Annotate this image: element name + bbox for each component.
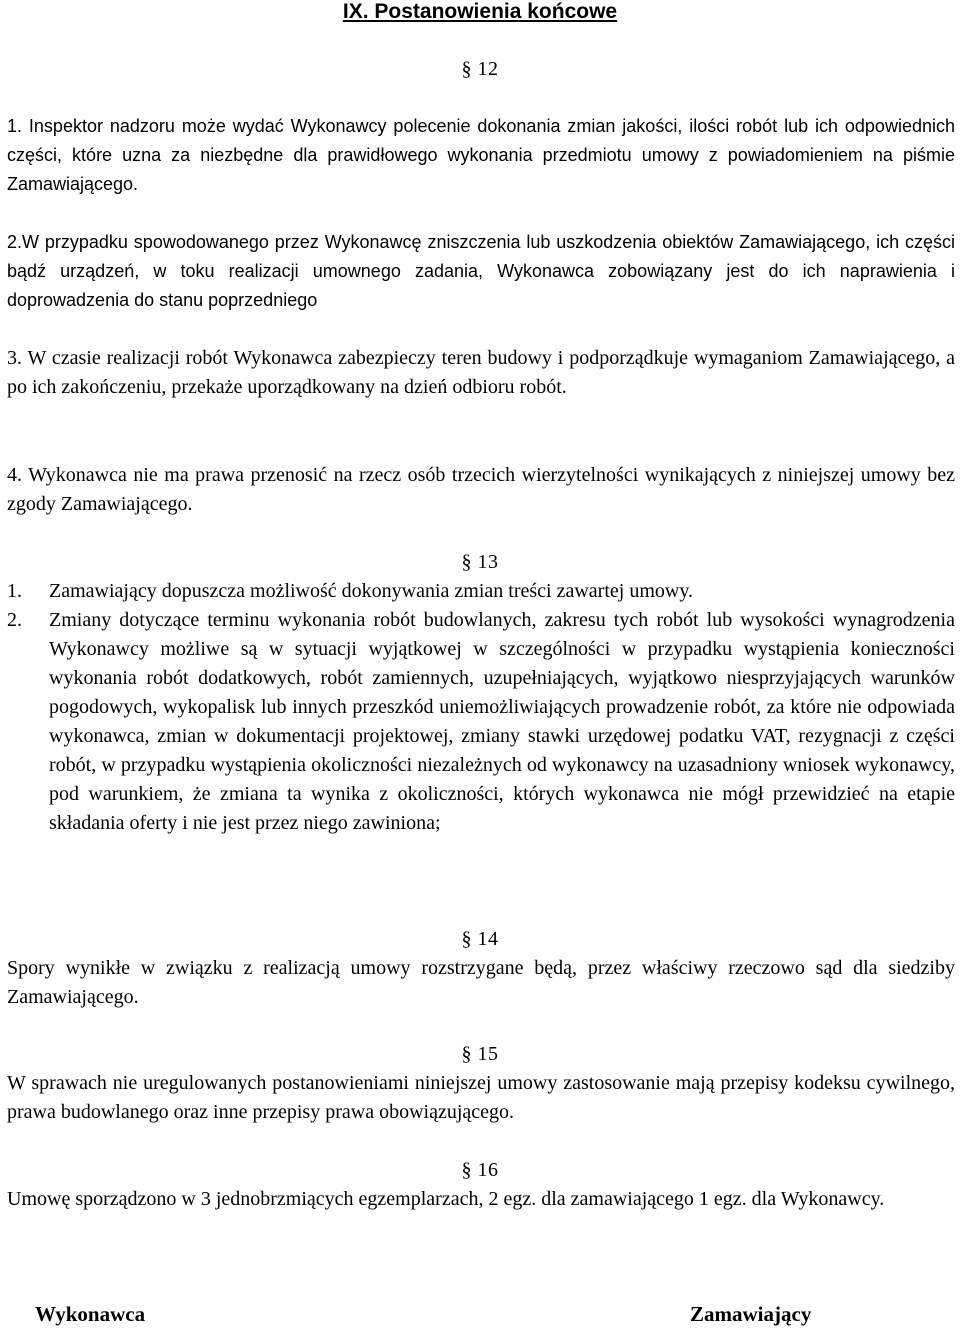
list-item xyxy=(7,606,955,838)
section-12-paragraph-1: 1. Inspektor nadzoru może wydać Wykonawcy polecenie dokonania zmian jakości, ilości robót lub ich odpowiednich części, które uzna za niezbędne dla prawidłowego wykonania przedmiotu umowy z powiadomieniem na piśmie Zamawiającego. xyxy=(7,116,955,194)
item-number: 1. xyxy=(7,580,22,602)
section-12-paragraph-2: 2.W przypadku spowodowanego przez Wykonawcę zniszczenia lub uszkodzenia obiektów Zamawiającego, ich części bądź urządzeń, w toku realizacji umownego zadania, Wykonawca zobowiązany jest do ich naprawienia i doprowadzenia do stanu poprzedniego xyxy=(7,232,955,310)
section-12-heading: § 12 xyxy=(461,58,499,80)
section-16-paragraph: Umowę sporządzono w 3 jednobrzmiących egzemplarzach, 2 egz. dla zamawiającego 1 egz. dla Wykonawcy. xyxy=(7,1188,885,1210)
signature-wykonawca: Wykonawca xyxy=(35,1302,146,1326)
item-text: Zmiany dotyczące terminu wykonania robót budowlanych, zakresu tych robót lub wysokości wynagrodzenia Wykonawcy możliwe są w sytuacji wyjątkowej w szczególności w przypadku wystąpienia konieczności wykonania robót dodatkowych, robót zamiennych, uzupełniających, wyjątkowo niesprzyjających warunków pogodowych, wykopalisk lub innych przeszkód uniemożliwiających prowadzenie robót, za które nie odpowiada wykonawca, zmian w dokumentacji projektowej, zmiany stawki urzędowej podatku VAT, rezygnacji z części robót, w przypadku wystąpienia okoliczności niezależnych od wykonawcy na uzasadniony wniosek wykonawcy, pod warunkiem, że zmiana ta wynika z okoliczności, których wykonawca nie mógł przewidzieć na etapie składania oferty i nie jest przez niego zawiniona; xyxy=(49,609,955,834)
section-13-list xyxy=(7,577,955,838)
signature-zamawiajacy: Zamawiający xyxy=(690,1302,812,1326)
item-number: 2. xyxy=(7,609,22,631)
item-text: Zamawiający dopuszcza możliwość dokonywania zmian treści zawartej umowy. xyxy=(49,580,694,602)
section-13-heading: § 13 xyxy=(461,551,499,573)
section-14-paragraph: Spory wynikłe w związku z realizacją umowy rozstrzygane będą, przez właściwy rzeczowo sąd dla siedziby Zamawiającego. xyxy=(7,957,955,1008)
section-15-paragraph: W sprawach nie uregulowanych postanowieniami niniejszej umowy zastosowanie mają przepisy kodeksu cywilnego, prawa budowlanego oraz inne przepisy prawa obowiązującego. xyxy=(7,1072,955,1123)
list-item xyxy=(7,577,955,606)
section-12-paragraph-4: 4. Wykonawca nie ma prawa przenosić na rzecz osób trzecich wierzytelności wynikających z niniejszej umowy bez zgody Zamawiającego. xyxy=(7,464,955,515)
chapter-title: IX. Postanowienia końcowe xyxy=(342,0,618,23)
section-14-heading: § 14 xyxy=(461,928,499,950)
section-15-heading: § 15 xyxy=(461,1043,499,1065)
section-12-paragraph-3: 3. W czasie realizacji robót Wykonawca zabezpieczy teren budowy i podporządkuje wymaganiom Zamawiającego, a po ich zakończeniu, przekaże uporządkowany na dzień odbioru robót. xyxy=(7,347,955,398)
section-16-heading: § 16 xyxy=(461,1159,499,1181)
